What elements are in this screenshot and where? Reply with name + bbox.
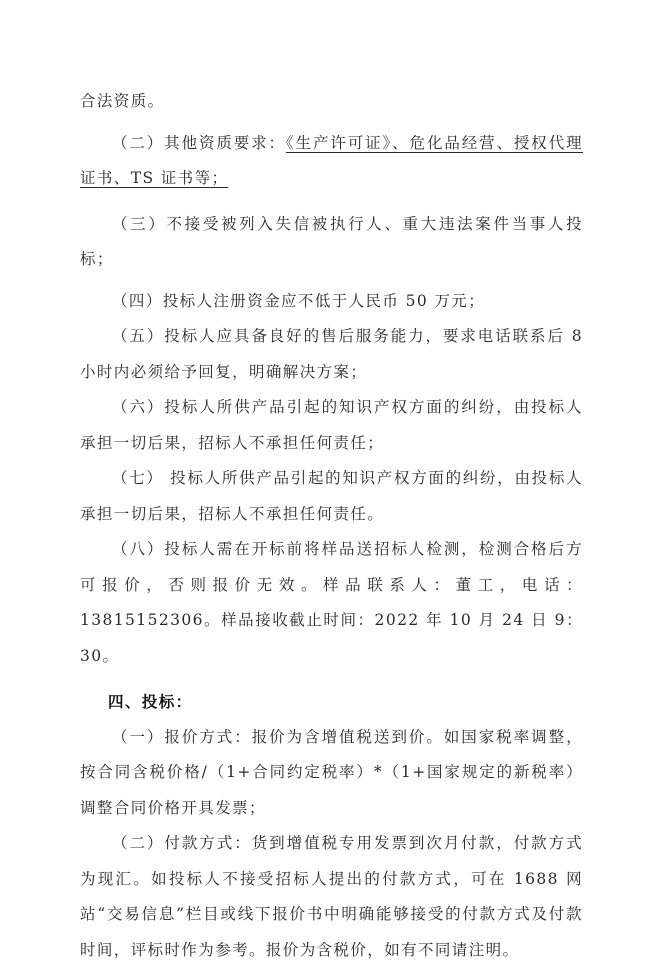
paragraph-other-qualifications <box>80 126 583 197</box>
paragraph-qualification-end: 合法资质。 <box>80 92 165 110</box>
paragraph-ip-disputes-2: （七） 投标人所供产品引起的知识产权方面的纠纷，由投标人承担一切后果，招标人不承担任何责任。 <box>80 469 583 523</box>
paragraph-no-dishonest-bidders: （三）不接受被列入失信被执行人、重大违法案件当事人投标； <box>80 214 583 268</box>
paragraph-payment-method: （二）付款方式：货到增值税专用发票到次月付款，付款方式为现汇。如投标人不接受招标人提出的付款方式，可在 1688 网站“交易信息”栏目或线下报价书中明确能够接受的付款方式及付款时间，评标时作为参考。报价为含税价，如有不同请注明。 <box>80 834 583 959</box>
paragraph-sample-testing: （八）投标人需在开标前将样品送招标人检测，检测合格后方可报价，否则报价无效。样品联系人：董工，电话：13815152306。样品接收截止时间：2022 年 10 月 24 日 9：30。 <box>80 540 583 665</box>
paragraph-registered-capital: （四）投标人注册资金应不低于人民币 50 万元； <box>112 291 486 310</box>
document-page <box>80 84 583 968</box>
paragraph-ip-disputes-1: （六）投标人所供产品引起的知识产权方面的纠纷，由投标人承担一切后果，招标人不承担任何责任； <box>80 398 583 452</box>
item-label: （二）其他资质要求： <box>112 133 286 152</box>
paragraph-after-sales: （五）投标人应具备良好的售后服务能力，要求电话联系后 8 小时内必须给予回复，明确解决方案； <box>80 327 583 381</box>
paragraph-quotation-method: （一）报价方式：报价为含增值税送到价。如国家税率调整，按合同含税价格/（1+合同约定税率）*（1+国家规定的新税率）调整合同价格开具发票； <box>80 727 583 817</box>
underlined-requirements: 《生产许可证》、危化品经营、授权代理证书、TS 证书等； <box>80 133 583 187</box>
section-heading-bidding: 四、投标： <box>108 692 193 711</box>
